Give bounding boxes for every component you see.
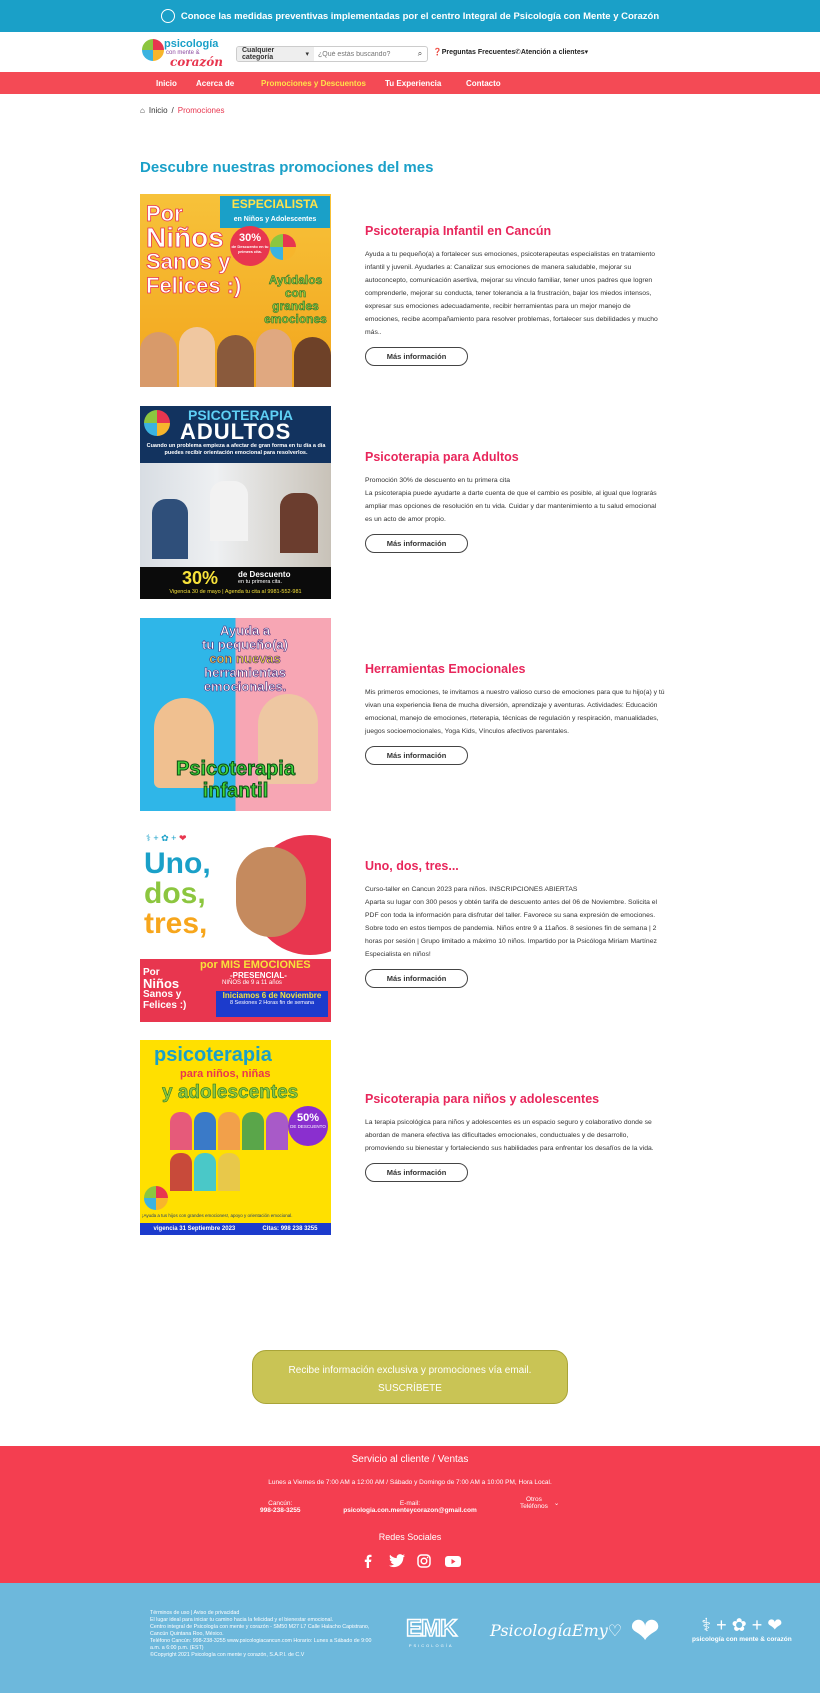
tagline-2: con grandes [272,286,319,313]
legal-links[interactable]: Términos de uso | Aviso de privacidad [150,1610,240,1616]
headline-2: para niños, niñas [180,1068,271,1080]
breadcrumb [140,106,224,115]
logo-heart-icon [144,410,170,436]
promo-body [365,1092,665,1182]
support-label: Atención a clientes [520,49,585,56]
headline-3: y adolescentes [162,1082,299,1103]
service-hours: Lunes a Viernes de 7:00 AM a 12:00 AM / Sábado y Domingo de 7:00 AM a 10:00 PM, Hora Local. [268,1479,552,1486]
side-headline [143,967,186,1011]
headline-1: Uno, [144,847,211,880]
subscribe-button[interactable] [252,1350,568,1404]
nav-item-inicio[interactable]: Inicio [156,78,177,88]
logo-icons: ⚕ + ✿ + ❤ [146,833,187,843]
banner-text: ESPECIALISTA [231,197,319,211]
other-label: Otros [525,1496,542,1503]
logo-text-2: con mente & [166,50,200,56]
nav-item-promociones[interactable]: Promociones y Descuentos [261,78,366,88]
discount-value: 50% [296,1112,320,1124]
breadcrumb-separator: / [171,106,174,115]
service-title: Servicio al cliente / Ventas [351,1454,469,1465]
category-label: Cualquier categoría [242,47,275,61]
promo-tagline [260,274,331,326]
legal-line: a.m. a 6:00 p.m. (EST) [150,1645,204,1651]
logo-text-1: psicología [164,38,219,50]
breadcrumb-home[interactable]: Inicio [148,106,168,115]
site-header [0,32,820,72]
children-photo [236,847,306,937]
headline-4: herramientas [204,665,286,680]
youtube-icon[interactable] [445,1554,459,1568]
other-phones-dropdown[interactable] [520,1496,559,1510]
headline-4: Felices :) [146,273,242,298]
heart-icon: ♡ [607,1621,623,1640]
legal-line: Centro integral de Psicología con mente y corazón - SM50 M27 L7 Calle Halacho Capistrano, [150,1624,370,1630]
brand-mente-text: psicología con mente & corazón [692,1636,792,1643]
support-menu[interactable] [515,48,588,56]
page-title: Descubre nuestras promociones del mes [140,159,434,176]
nav-item-contacto[interactable]: Contacto [466,78,501,88]
promo-body [365,224,665,366]
headline-2: Niños [146,222,224,253]
category-select[interactable] [237,47,314,61]
brand-emk-logo[interactable] [406,1615,456,1648]
side-1: Por [143,967,160,978]
instagram-icon[interactable] [417,1554,431,1568]
discount-value: 30% [182,568,219,588]
footer-legal [0,1583,820,1693]
promo-title: Psicoterapia Infantil en Cancún [365,224,552,238]
promo-description: Mis primeros emociones, te invitamos a nuestro valioso curso de emociones para que tu hijo(a) y tú vivan una experiencia llena de mucha diversión, aprendizaje y aventuras. Actividades: Educación emocional, manejo de emociones, rteterapia, técnicas de regulación y respiración, manualidades, juegos socioemocionales, Yoga Kids, Vínculos afectivos parentales. [365,689,665,735]
validity-text: Vigencia 30 de mayo | Agenda tu cita al 9981-552-981 [169,589,302,595]
logo-heart-icon [142,39,164,61]
announcement-text: Conoce las medidas preventivas implementadas por el centro Integral de Psicología con Mente y Corazón [180,10,660,22]
promo-description: La terapia psicológica para niños y adolescentes es un espacio seguro y colaborativo donde se abordan de manera efectiva las dificultades emocionales, conductuales y de desarrollo, promoviendo su bienestar y fortaleciendo sus habilidades para enfrentar los desafíos de la vida. [365,1119,654,1152]
brand-emk-text: EMK [406,1615,457,1642]
faq-label: Preguntas Frecuentes [441,49,516,56]
promo-image[interactable] [140,194,331,387]
search-icon[interactable]: ⌕ [417,49,423,58]
banner-subtext: -PRESENCIAL- [230,971,287,980]
nav-item-experiencia[interactable]: Tu Experiencia [385,78,442,88]
promo-card [140,829,700,1022]
banner-caption: Cuando un problema empieza a afectar de gran forma en tu día a día puedes recibir orientación emocional para resolverlos. [146,443,326,456]
subscribe-text: Recibe información exclusiva y promociones vía email. [288,1365,532,1376]
more-info-button[interactable]: Más información [365,347,468,366]
promo-headline [146,202,241,298]
side-4: Felices :) [143,1000,187,1011]
nav-item-acerca[interactable]: Acerca de [196,78,235,88]
legal-line: Cancún Quintana Roo, México. [150,1631,224,1637]
discount-badge [288,1106,328,1146]
logo-text-3: corazón [170,55,223,69]
promo-image[interactable] [140,406,331,599]
email-address: psicologia.con.menteycorazon@gmail.com [343,1507,477,1514]
tagline-1: Psicoterapia [176,758,295,780]
image-caption: ¡Ayuda a tus hijos con grandes emociones!, apoyo y orientación emocional. [142,1213,293,1218]
banner-text: PSICOTERAPIA [188,407,294,423]
children-photo [170,1112,290,1192]
promo-card [140,618,700,811]
brand-mente-logo[interactable] [692,1615,792,1643]
discount-banner [140,567,331,599]
more-info-button[interactable]: Más información [365,1163,468,1182]
promo-body [365,662,665,765]
headline-5: emocionales. [203,679,287,694]
date-box [216,991,328,1017]
promo-body [365,450,665,553]
promo-title: Uno, dos, tres... [365,859,459,873]
validity-text: vigencia 31 Septiembre 2023 [153,1226,236,1232]
children-photo [140,322,331,387]
phone-text: Citas: 998 238 3255 [262,1226,318,1232]
question-icon: ❓ [433,49,442,56]
social-title: Redes Sociales [378,1532,442,1542]
promo-card [140,194,700,387]
promo-image[interactable] [140,618,331,811]
cancun-label: Cancún: [268,1500,293,1507]
promo-description: Promoción 30% de descuento en tu primera cita La psicoterapia puede ayudarte a darte cuenta de que el cambio es posible, al igual que lograrás ampliar mas opciones de resolución en tu vida. Cuidar y dar mantenimiento a tu salud emocional es un acto de amor propio. [365,477,657,523]
headline-3: con nuevas [209,651,281,666]
banner-subtext: ADULTOS [180,419,292,444]
legal-text [150,1610,400,1659]
faq-link[interactable] [433,48,515,56]
search-bar [236,46,428,62]
tagline-2: infantil [202,780,269,802]
twitter-icon[interactable] [389,1554,403,1568]
promo-headline [144,849,211,939]
headline-1: psicoterapia [154,1044,272,1066]
search-input[interactable] [314,47,413,61]
discount-badge [230,226,270,266]
site-logo[interactable] [140,35,223,69]
brand-emy-logo[interactable] [490,1621,622,1640]
more-info-button[interactable]: Más información [365,534,468,553]
promo-image[interactable] [140,829,331,1022]
discount-value: 30% [238,232,262,244]
more-info-button[interactable]: Más información [365,746,468,765]
banner-text: por MIS EMOCIONES [200,959,311,971]
phone-icon: ✆ [515,49,521,56]
subscribe-cta: SUSCRÍBETE [378,1383,442,1394]
heart-logo-icon[interactable]: ❤ [630,1610,661,1651]
promo-description: Ayuda a tu pequeño(a) a fortalecer sus emociones, psicoterapeutas especialistas en tratamiento infantil y juvenil. Ayudarles a: Canalizar sus emociones de manera saludable, mejorar su autoconcepto, comunicación asertiva, mejorar su vínculo familiar, tener unos padres que logren comprenderle, mejorar su conducta, tener tolerancia a la frustración, bajar los miedos intensos, expresar sus emociones adecuadamente, recibir herramientas para un mejor manejo de emociones, recibe acompañamiento para resolver problemas, fortalecer sus debilidades y mucho más.. [365,251,658,336]
copyright: ©Copyright 2021 Psicología con mente y corazón, S.A.P.I. de C.V [150,1652,305,1658]
promo-title: Psicoterapia para Adultos [365,450,519,464]
legal-line: Teléfono Cancún: 998-238-3255 www.psicologiacancun.com Horario: Lunes a Sábado de 9:00 [150,1638,372,1644]
discount-subtext: en tu primera cita. [238,579,283,585]
chevron-down-icon: ▾ [305,51,309,58]
discount-text: DE DESCUENTO [290,1124,326,1129]
footer-service [0,1446,820,1583]
banner-top [140,406,331,463]
promo-headline [160,624,330,694]
headline-3: Sanos y [146,249,231,274]
headline-2: dos, [144,877,206,910]
brand-mente-icons: ⚕ + ✿ + ❤ [701,1615,783,1635]
headline-1: Por [146,201,183,226]
workshop-banner [140,959,331,1022]
sessions-text: 8 Sesiones 2 Horas fin de semana [229,1000,315,1006]
headline-3: tres, [144,907,208,940]
email-contact[interactable] [340,1500,480,1514]
discount-text: de Descuento en tu primera cita. [231,244,269,254]
headline-1: Ayuda a [219,623,271,638]
facebook-icon[interactable] [361,1554,375,1568]
date-text: Iniciamos 6 de Noviembre [222,991,322,1000]
logo-heart-icon [144,1186,168,1210]
more-info-button[interactable]: Más información [365,969,468,988]
age-text: NIÑOS de 9 a 11 años [222,980,282,986]
promo-image[interactable] [140,1040,331,1235]
side-3: Sanos y [143,989,182,1000]
promo-tagline [140,758,331,802]
cancun-phone: 998-238-3255 [260,1507,301,1514]
promo-body [365,859,665,988]
other-label-2: Teléfonos [520,1503,548,1510]
promo-card [140,1040,700,1235]
chevron-down-icon: ⌄ [553,1500,560,1507]
breadcrumb-current: Promociones [177,106,225,115]
promo-description: Curso-taller en Cancun 2023 para niños. INSCRIPCIONES ABIERTAS Aparta su lugar con 300 pesos y obtén tarifa de descuento antes del 06 de Noviembre. Solicita el PDF con toda la información para disfrutar del taller. Favorece su sana expresión de emociones. Sobre todo en estos tiempos de pandemia. Niños entre 9 a 11años. 8 sesiones fin de semana | 2 horas por sesión | Grupo limitado a máximo 10 niños. Impartido por la Psicóloga Miriam Martínez Especialista en niños! [365,886,658,958]
brand-emy-text: PsicologíaEmy [490,1621,608,1640]
brand-emk-sub: PSICOLOGÍA [408,1643,454,1648]
promo-title: Herramientas Emocionales [365,662,526,676]
caret-down-icon: ▾ [584,49,589,56]
social-links [0,1554,820,1568]
announcement-bar[interactable] [0,0,820,32]
therapy-photo [140,463,331,567]
promo-card [140,406,700,599]
discount-text: de Descuento [238,570,291,579]
logo-heart-icon [270,234,296,260]
cancun-contact[interactable] [260,1500,300,1514]
tagline-3: emociones [264,312,327,326]
tagline-1: Ayúdalos [268,273,323,287]
banner-subtext: en Niños y Adolescentes [233,216,317,223]
email-label: E-mail: [399,1500,421,1507]
side-2: Niños [143,976,180,991]
heart-icon [161,9,175,23]
home-icon[interactable]: ⌂ [140,106,145,115]
validity-bar [140,1223,331,1235]
promo-title: Psicoterapia para niños y adolescentes [365,1092,600,1106]
legal-line: El lugar ideal para iniciar tu camino hacia la felicidad y el bienestar emocional. [150,1617,334,1623]
headline-2: tu pequeño(a) [202,637,288,652]
main-nav [0,72,820,94]
